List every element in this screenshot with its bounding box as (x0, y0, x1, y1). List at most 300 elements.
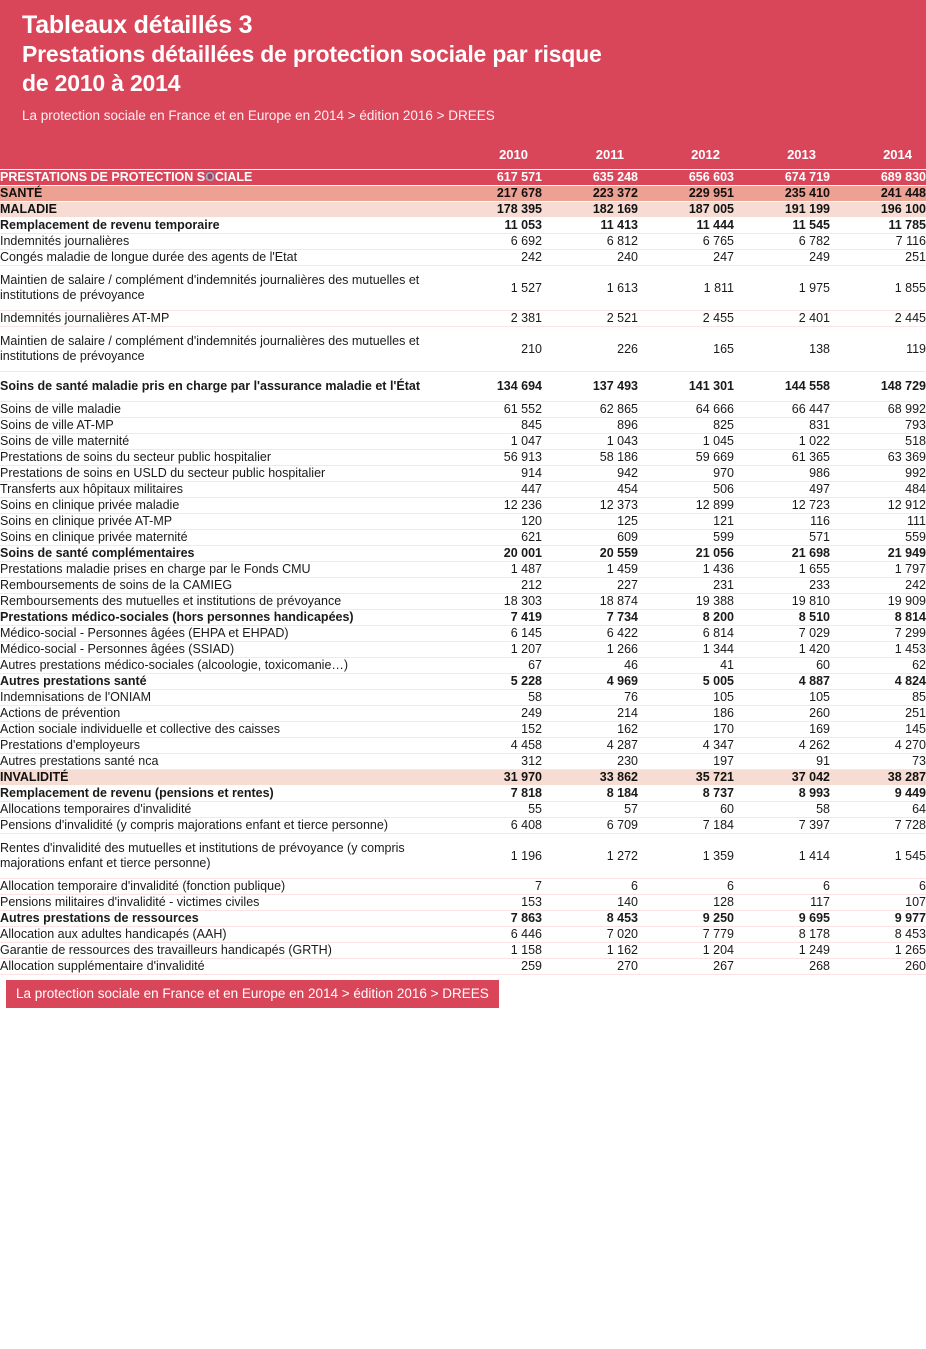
table-row (0, 327, 926, 372)
table-row (0, 546, 926, 562)
row-label: Allocation temporaire d'invalidité (fonction publique) (0, 879, 446, 895)
row-value-2012: 656 603 (638, 170, 734, 186)
row-value-2010: 18 303 (446, 594, 542, 610)
row-value-2012: 1 045 (638, 434, 734, 450)
row-value-2010: 4 458 (446, 738, 542, 754)
table-row (0, 770, 926, 786)
row-value-2010: 212 (446, 578, 542, 594)
row-label: Remplacement de revenu (pensions et rentes) (0, 786, 446, 802)
table-row (0, 911, 926, 927)
table-row (0, 202, 926, 218)
row-value-2014: 1 453 (830, 642, 926, 658)
row-value-2013: 497 (734, 482, 830, 498)
row-value-2011: 33 862 (542, 770, 638, 786)
table-row (0, 642, 926, 658)
row-value-2014: 251 (830, 706, 926, 722)
row-value-2011: 4 969 (542, 674, 638, 690)
table-row (0, 674, 926, 690)
row-label: Action sociale individuelle et collective des caisses (0, 722, 446, 738)
row-value-2011: 8 453 (542, 911, 638, 927)
table-row (0, 706, 926, 722)
row-value-2011: 6 812 (542, 234, 638, 250)
row-value-2010: 1 527 (446, 266, 542, 311)
row-label: Rentes d'invalidité des mutuelles et institutions de prévoyance (y compris majorations enfant et tierce personne) (0, 834, 446, 879)
row-value-2014: 251 (830, 250, 926, 266)
row-label: Allocation aux adultes handicapés (AAH) (0, 927, 446, 943)
table-row (0, 250, 926, 266)
row-value-2012: 6 765 (638, 234, 734, 250)
row-value-2012: 1 204 (638, 943, 734, 959)
row-value-2013: 91 (734, 754, 830, 770)
row-label: Indemnités journalières AT-MP (0, 311, 446, 327)
row-value-2013: 144 558 (734, 372, 830, 402)
row-value-2012: 11 444 (638, 218, 734, 234)
row-value-2013: 8 510 (734, 610, 830, 626)
row-value-2012: 506 (638, 482, 734, 498)
column-header-label (0, 138, 446, 170)
row-value-2014: 64 (830, 802, 926, 818)
row-value-2011: 7 020 (542, 927, 638, 943)
row-value-2013: 6 782 (734, 234, 830, 250)
table-row (0, 418, 926, 434)
row-value-2013: 116 (734, 514, 830, 530)
row-value-2010: 1 047 (446, 434, 542, 450)
row-value-2014: 107 (830, 895, 926, 911)
row-value-2010: 2 381 (446, 311, 542, 327)
row-value-2014: 8 453 (830, 927, 926, 943)
row-value-2013: 1 655 (734, 562, 830, 578)
row-value-2011: 1 266 (542, 642, 638, 658)
row-value-2013: 986 (734, 466, 830, 482)
row-value-2010: 1 207 (446, 642, 542, 658)
row-value-2013: 58 (734, 802, 830, 818)
title-line-2b: de 2010 à 2014 (22, 70, 181, 96)
row-value-2013: 9 695 (734, 911, 830, 927)
row-value-2011: 6 422 (542, 626, 638, 642)
footer-source-band: La protection sociale en France et en Europe en 2014 > édition 2016 > DREES (6, 980, 499, 1008)
row-value-2010: 210 (446, 327, 542, 372)
table-row (0, 482, 926, 498)
row-value-2012: 599 (638, 530, 734, 546)
row-value-2010: 1 196 (446, 834, 542, 879)
row-label: PRESTATIONS DE PROTECTION SOCIALE (0, 170, 446, 186)
row-value-2012: 59 669 (638, 450, 734, 466)
row-value-2012: 128 (638, 895, 734, 911)
row-label: Indemnisations de l'ONIAM (0, 690, 446, 706)
detailed-benefits-table (0, 138, 926, 975)
row-value-2010: 58 (446, 690, 542, 706)
row-value-2011: 226 (542, 327, 638, 372)
row-value-2011: 223 372 (542, 186, 638, 202)
row-value-2012: 970 (638, 466, 734, 482)
row-value-2012: 247 (638, 250, 734, 266)
row-value-2011: 230 (542, 754, 638, 770)
row-value-2012: 1 344 (638, 642, 734, 658)
row-value-2010: 120 (446, 514, 542, 530)
column-header-row (0, 138, 926, 170)
table-row (0, 578, 926, 594)
row-label: MALADIE (0, 202, 446, 218)
row-value-2014: 38 287 (830, 770, 926, 786)
row-value-2011: 46 (542, 658, 638, 674)
row-value-2014: 7 116 (830, 234, 926, 250)
row-value-2012: 6 814 (638, 626, 734, 642)
row-value-2014: 260 (830, 959, 926, 975)
row-label: Autres prestations médico-sociales (alcoologie, toxicomanie…) (0, 658, 446, 674)
table-row (0, 658, 926, 674)
row-value-2011: 140 (542, 895, 638, 911)
row-value-2013: 1 414 (734, 834, 830, 879)
row-value-2013: 1 420 (734, 642, 830, 658)
row-value-2014: 2 445 (830, 311, 926, 327)
table-row (0, 186, 926, 202)
row-label: Prestations de soins en USLD du secteur public hospitalier (0, 466, 446, 482)
row-label: Transferts aux hôpitaux militaires (0, 482, 446, 498)
row-label: Garantie de ressources des travailleurs handicapés (GRTH) (0, 943, 446, 959)
row-value-2012: 4 347 (638, 738, 734, 754)
row-value-2012: 141 301 (638, 372, 734, 402)
table-row (0, 626, 926, 642)
row-value-2010: 6 408 (446, 818, 542, 834)
row-label: INVALIDITÉ (0, 770, 446, 786)
row-value-2013: 7 397 (734, 818, 830, 834)
row-label: SANTÉ (0, 186, 446, 202)
row-label: Médico-social - Personnes âgées (EHPA et EHPAD) (0, 626, 446, 642)
row-value-2010: 914 (446, 466, 542, 482)
row-label: Prestations d'employeurs (0, 738, 446, 754)
row-value-2012: 121 (638, 514, 734, 530)
row-value-2011: 4 287 (542, 738, 638, 754)
table-row (0, 895, 926, 911)
row-value-2011: 162 (542, 722, 638, 738)
table-row (0, 610, 926, 626)
row-value-2011: 1 613 (542, 266, 638, 311)
row-value-2014: 1 545 (830, 834, 926, 879)
row-value-2010: 845 (446, 418, 542, 434)
row-value-2013: 66 447 (734, 402, 830, 418)
row-value-2011: 76 (542, 690, 638, 706)
row-label: Pensions militaires d'invalidité - victimes civiles (0, 895, 446, 911)
row-label: Soins en clinique privée maternité (0, 530, 446, 546)
source-breadcrumb: La protection sociale en France et en Europe en 2014 > édition 2016 > DREES (22, 108, 495, 123)
row-value-2011: 1 272 (542, 834, 638, 879)
row-value-2010: 55 (446, 802, 542, 818)
row-value-2012: 825 (638, 418, 734, 434)
row-value-2011: 11 413 (542, 218, 638, 234)
row-value-2011: 896 (542, 418, 638, 434)
row-value-2011: 8 184 (542, 786, 638, 802)
row-label: Congés maladie de longue durée des agents de l'Etat (0, 250, 446, 266)
row-label: Maintien de salaire / complément d'indemnités journalières des mutuelles et institutions de prévoyance (0, 266, 446, 311)
table-row (0, 959, 926, 975)
row-label: Autres prestations santé nca (0, 754, 446, 770)
row-value-2013: 61 365 (734, 450, 830, 466)
row-value-2012: 21 056 (638, 546, 734, 562)
row-value-2014: 11 785 (830, 218, 926, 234)
table-row (0, 402, 926, 418)
row-value-2014: 9 449 (830, 786, 926, 802)
row-value-2014: 4 270 (830, 738, 926, 754)
row-label: Prestations médico-sociales (hors personnes handicapées) (0, 610, 446, 626)
row-value-2010: 6 145 (446, 626, 542, 642)
row-value-2014: 119 (830, 327, 926, 372)
row-value-2011: 270 (542, 959, 638, 975)
row-value-2012: 5 005 (638, 674, 734, 690)
row-value-2010: 7 419 (446, 610, 542, 626)
table-row (0, 234, 926, 250)
row-value-2010: 153 (446, 895, 542, 911)
table-row (0, 450, 926, 466)
row-label: Soins en clinique privée AT-MP (0, 514, 446, 530)
row-value-2011: 57 (542, 802, 638, 818)
row-value-2011: 240 (542, 250, 638, 266)
row-value-2011: 6 709 (542, 818, 638, 834)
row-value-2010: 152 (446, 722, 542, 738)
row-value-2014: 793 (830, 418, 926, 434)
row-value-2013: 117 (734, 895, 830, 911)
row-value-2012: 8 737 (638, 786, 734, 802)
table-row (0, 943, 926, 959)
row-label: Pensions d'invalidité (y compris majorations enfant et tierce personne) (0, 818, 446, 834)
row-value-2013: 233 (734, 578, 830, 594)
table-row (0, 786, 926, 802)
table-row (0, 927, 926, 943)
table-row (0, 834, 926, 879)
row-value-2013: 1 249 (734, 943, 830, 959)
row-value-2010: 242 (446, 250, 542, 266)
row-value-2010: 1 158 (446, 943, 542, 959)
row-value-2014: 4 824 (830, 674, 926, 690)
row-value-2012: 35 721 (638, 770, 734, 786)
row-value-2011: 6 (542, 879, 638, 895)
row-label: Maintien de salaire / complément d'indemnités journalières des mutuelles et institutions de prévoyance (0, 327, 446, 372)
row-value-2010: 67 (446, 658, 542, 674)
row-value-2014: 7 728 (830, 818, 926, 834)
row-label: Soins de santé maladie pris en charge par l'assurance maladie et l'État (0, 372, 446, 402)
title-band (0, 0, 926, 138)
row-value-2010: 249 (446, 706, 542, 722)
row-value-2013: 191 199 (734, 202, 830, 218)
row-value-2014: 9 977 (830, 911, 926, 927)
row-value-2014: 63 369 (830, 450, 926, 466)
selection-artifact: O (205, 170, 215, 184)
row-value-2011: 20 559 (542, 546, 638, 562)
row-value-2010: 61 552 (446, 402, 542, 418)
row-value-2010: 31 970 (446, 770, 542, 786)
row-value-2014: 68 992 (830, 402, 926, 418)
row-value-2011: 62 865 (542, 402, 638, 418)
table-row (0, 498, 926, 514)
row-value-2012: 1 436 (638, 562, 734, 578)
table-row (0, 311, 926, 327)
row-value-2014: 12 912 (830, 498, 926, 514)
row-value-2014: 1 265 (830, 943, 926, 959)
row-value-2010: 11 053 (446, 218, 542, 234)
row-value-2014: 73 (830, 754, 926, 770)
row-value-2013: 1 022 (734, 434, 830, 450)
row-value-2013: 4 262 (734, 738, 830, 754)
row-value-2013: 138 (734, 327, 830, 372)
column-header-2014: 2014 (883, 146, 912, 162)
table-row (0, 754, 926, 770)
table-row (0, 266, 926, 311)
row-label: Soins de ville maternité (0, 434, 446, 450)
row-value-2010: 621 (446, 530, 542, 546)
table-row (0, 818, 926, 834)
row-value-2012: 170 (638, 722, 734, 738)
row-value-2013: 7 029 (734, 626, 830, 642)
footer-wrap (0, 975, 926, 1008)
row-value-2013: 21 698 (734, 546, 830, 562)
row-value-2011: 182 169 (542, 202, 638, 218)
row-value-2011: 942 (542, 466, 638, 482)
row-value-2014: 19 909 (830, 594, 926, 610)
table-row (0, 218, 926, 234)
row-label: Médico-social - Personnes âgées (SSIAD) (0, 642, 446, 658)
row-value-2011: 12 373 (542, 498, 638, 514)
row-label: Prestations maladie prises en charge par le Fonds CMU (0, 562, 446, 578)
table-body (0, 170, 926, 975)
row-value-2014: 8 814 (830, 610, 926, 626)
row-value-2010: 56 913 (446, 450, 542, 466)
row-label: Remboursements de soins de la CAMIEG (0, 578, 446, 594)
row-value-2012: 9 250 (638, 911, 734, 927)
row-value-2012: 12 899 (638, 498, 734, 514)
table-row (0, 562, 926, 578)
row-value-2012: 60 (638, 802, 734, 818)
row-value-2013: 268 (734, 959, 830, 975)
row-value-2010: 20 001 (446, 546, 542, 562)
table-head (0, 138, 926, 170)
row-value-2010: 7 (446, 879, 542, 895)
row-value-2012: 105 (638, 690, 734, 706)
row-value-2014: 85 (830, 690, 926, 706)
table-row (0, 738, 926, 754)
row-value-2013: 169 (734, 722, 830, 738)
row-value-2012: 19 388 (638, 594, 734, 610)
row-value-2013: 8 178 (734, 927, 830, 943)
row-value-2011: 214 (542, 706, 638, 722)
table-row (0, 434, 926, 450)
row-label: Soins de ville AT-MP (0, 418, 446, 434)
row-value-2013: 6 (734, 879, 830, 895)
row-value-2013: 674 719 (734, 170, 830, 186)
row-value-2013: 235 410 (734, 186, 830, 202)
row-value-2013: 8 993 (734, 786, 830, 802)
column-header-2011: 2011 (595, 146, 624, 162)
row-value-2013: 105 (734, 690, 830, 706)
row-value-2012: 229 951 (638, 186, 734, 202)
row-value-2014: 196 100 (830, 202, 926, 218)
row-label: Soins de santé complémentaires (0, 546, 446, 562)
row-value-2012: 165 (638, 327, 734, 372)
row-value-2012: 197 (638, 754, 734, 770)
row-value-2014: 689 830 (830, 170, 926, 186)
row-value-2013: 2 401 (734, 311, 830, 327)
row-value-2010: 617 571 (446, 170, 542, 186)
row-value-2010: 134 694 (446, 372, 542, 402)
row-value-2013: 571 (734, 530, 830, 546)
table-row (0, 466, 926, 482)
row-value-2011: 1 162 (542, 943, 638, 959)
row-value-2014: 145 (830, 722, 926, 738)
row-value-2012: 7 779 (638, 927, 734, 943)
row-label: Autres prestations santé (0, 674, 446, 690)
row-value-2011: 18 874 (542, 594, 638, 610)
row-value-2012: 231 (638, 578, 734, 594)
row-value-2011: 7 734 (542, 610, 638, 626)
table-row (0, 879, 926, 895)
page-title: Tableaux détaillés 3 (22, 11, 253, 39)
row-value-2014: 62 (830, 658, 926, 674)
row-label: Autres prestations de ressources (0, 911, 446, 927)
row-value-2013: 60 (734, 658, 830, 674)
row-value-2010: 312 (446, 754, 542, 770)
row-value-2014: 559 (830, 530, 926, 546)
row-value-2010: 6 446 (446, 927, 542, 943)
row-value-2012: 8 200 (638, 610, 734, 626)
row-value-2013: 1 975 (734, 266, 830, 311)
row-value-2011: 2 521 (542, 311, 638, 327)
row-value-2014: 242 (830, 578, 926, 594)
table-row (0, 514, 926, 530)
row-value-2011: 635 248 (542, 170, 638, 186)
row-value-2013: 260 (734, 706, 830, 722)
row-value-2011: 1 459 (542, 562, 638, 578)
row-value-2010: 7 863 (446, 911, 542, 927)
row-value-2011: 609 (542, 530, 638, 546)
row-label: Remboursements des mutuelles et institutions de prévoyance (0, 594, 446, 610)
row-label: Actions de prévention (0, 706, 446, 722)
table-row (0, 722, 926, 738)
row-value-2010: 178 395 (446, 202, 542, 218)
row-value-2014: 1 855 (830, 266, 926, 311)
row-value-2011: 137 493 (542, 372, 638, 402)
row-value-2010: 7 818 (446, 786, 542, 802)
row-value-2010: 6 692 (446, 234, 542, 250)
row-label: Allocations temporaires d'invalidité (0, 802, 446, 818)
page-subtitle-title (22, 40, 904, 98)
row-value-2012: 186 (638, 706, 734, 722)
row-value-2014: 1 797 (830, 562, 926, 578)
row-value-2010: 217 678 (446, 186, 542, 202)
row-value-2012: 1 811 (638, 266, 734, 311)
column-header-2012: 2012 (691, 146, 720, 162)
row-value-2011: 58 186 (542, 450, 638, 466)
row-value-2012: 187 005 (638, 202, 734, 218)
row-value-2012: 41 (638, 658, 734, 674)
title-line-2a: Prestations détaillées de protection sociale par risque (22, 41, 602, 67)
table-row (0, 170, 926, 186)
row-value-2012: 2 455 (638, 311, 734, 327)
table-row (0, 802, 926, 818)
row-value-2013: 12 723 (734, 498, 830, 514)
row-value-2014: 992 (830, 466, 926, 482)
row-label: Allocation supplémentaire d'invalidité (0, 959, 446, 975)
row-value-2010: 259 (446, 959, 542, 975)
row-label: Prestations de soins du secteur public hospitalier (0, 450, 446, 466)
row-value-2012: 7 184 (638, 818, 734, 834)
table-row (0, 690, 926, 706)
table-row (0, 372, 926, 402)
row-value-2013: 19 810 (734, 594, 830, 610)
table-row (0, 594, 926, 610)
row-value-2013: 249 (734, 250, 830, 266)
row-label: Soins en clinique privée maladie (0, 498, 446, 514)
row-value-2013: 37 042 (734, 770, 830, 786)
row-value-2012: 267 (638, 959, 734, 975)
row-value-2014: 111 (830, 514, 926, 530)
